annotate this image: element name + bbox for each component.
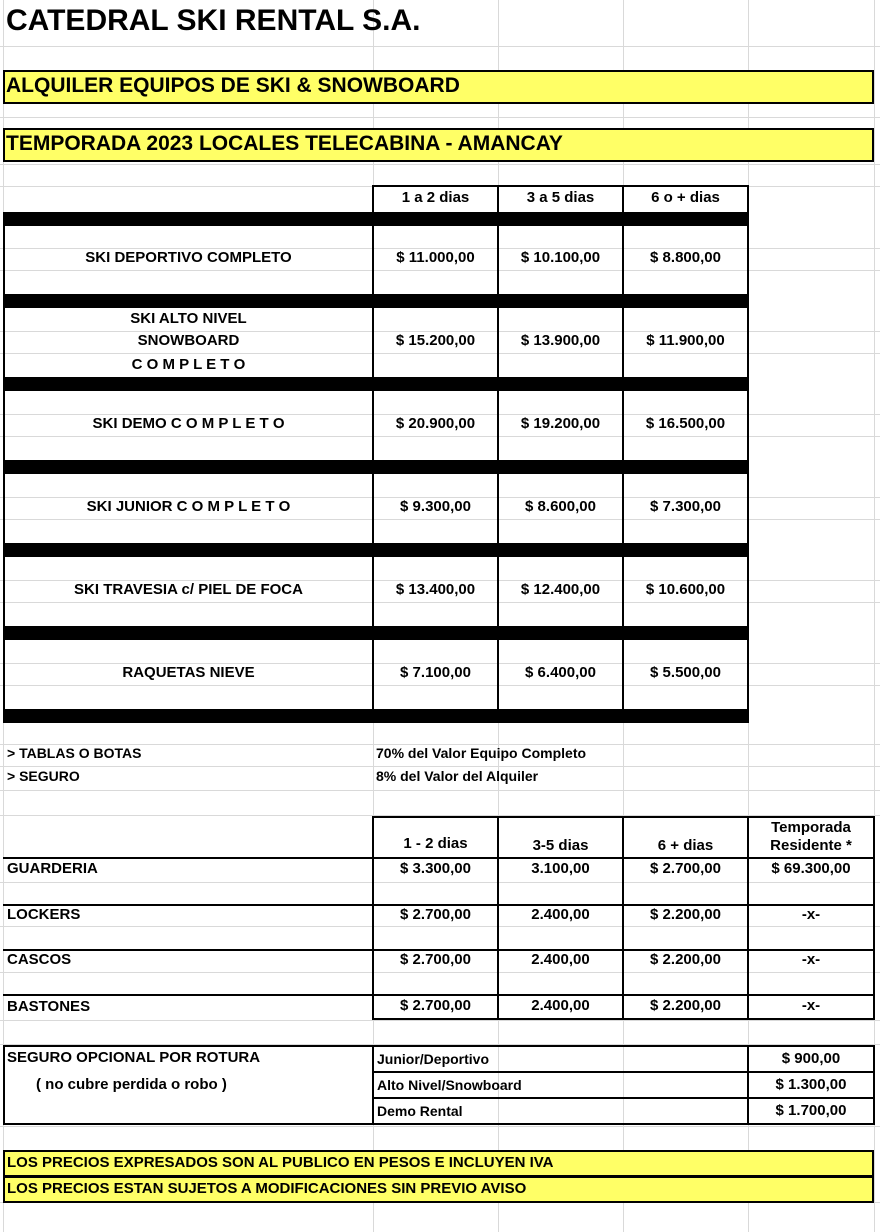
item-name-line-3: C O M P L E T O	[131, 356, 246, 373]
price: $ 2.200,00	[650, 906, 721, 923]
col-header-residente: Residente *	[770, 837, 852, 854]
insurance-price: $ 1.300,00	[775, 1076, 847, 1093]
col-header-6-plus-days: 6 o + dias	[651, 189, 720, 206]
price: 2.400,00	[531, 951, 590, 968]
service-name: CASCOS	[7, 951, 72, 968]
item-name: RAQUETAS NIEVE	[122, 664, 255, 681]
col-header-3-5-dias: 3-5 dias	[532, 837, 589, 854]
col-header-1-2-dias: 1 - 2 dias	[403, 835, 468, 852]
price: $ 6.400,00	[525, 664, 596, 681]
col-header-3-5-days: 3 a 5 dias	[526, 189, 595, 206]
note-label: > SEGURO	[7, 768, 80, 784]
service-name: GUARDERIA	[7, 860, 98, 877]
price: $ 13.400,00	[395, 581, 476, 598]
footer-note-modificaciones-text: LOS PRECIOS ESTAN SUJETOS A MODIFICACIONES SIN PREVIO AVISO	[7, 1180, 527, 1197]
price: $ 2.700,00	[400, 906, 471, 923]
price: $ 8.800,00	[650, 249, 721, 266]
company-title: CATEDRAL SKI RENTAL S.A.	[6, 4, 421, 37]
insurance-title: SEGURO OPCIONAL POR ROTURA	[7, 1049, 261, 1066]
note-label: > TABLAS O BOTAS	[7, 745, 142, 761]
price: $ 20.900,00	[395, 415, 476, 432]
price: $ 7.300,00	[650, 498, 721, 515]
price: $ 10.600,00	[645, 581, 726, 598]
price: -x-	[801, 997, 821, 1014]
price: $ 10.100,00	[520, 249, 601, 266]
note-value: 8% del Valor del Alquiler	[376, 768, 539, 784]
banner-rental-equipment-text: ALQUILER EQUIPOS DE SKI & SNOWBOARD	[6, 74, 460, 97]
price: $ 69.300,00	[771, 860, 851, 877]
price: $ 2.200,00	[650, 997, 721, 1014]
price: $ 12.400,00	[520, 581, 601, 598]
price: 3.100,00	[531, 860, 590, 877]
item-name: SKI JUNIOR C O M P L E T O	[86, 498, 291, 515]
service-name: BASTONES	[7, 998, 91, 1015]
note-value: 70% del Valor Equipo Completo	[376, 745, 587, 761]
item-name-line-2: SNOWBOARD	[137, 332, 240, 349]
banner-season-text: TEMPORADA 2023 LOCALES TELECABINA - AMANCAY	[6, 132, 563, 155]
price: 2.400,00	[531, 906, 590, 923]
price: -x-	[801, 906, 821, 923]
item-name: SKI DEPORTIVO COMPLETO	[85, 249, 292, 266]
price: $ 16.500,00	[645, 415, 726, 432]
price: $ 5.500,00	[650, 664, 721, 681]
item-name-line-1: SKI ALTO NIVEL	[130, 310, 247, 327]
insurance-label: Alto Nivel/Snowboard	[377, 1077, 522, 1093]
price: $ 2.700,00	[650, 860, 721, 877]
item-name: SKI TRAVESIA c/ PIEL DE FOCA	[74, 581, 303, 598]
insurance-price: $ 900,00	[781, 1050, 841, 1067]
footer-note-iva-text: LOS PRECIOS EXPRESADOS SON AL PUBLICO EN PESOS E INCLUYEN IVA	[7, 1154, 554, 1171]
price: $ 2.200,00	[650, 951, 721, 968]
price: $ 19.200,00	[520, 415, 601, 432]
price: $ 2.700,00	[400, 997, 471, 1014]
col-header-6-plus-dias: 6 + dias	[657, 837, 714, 854]
price: 2.400,00	[531, 997, 590, 1014]
price: $ 15.200,00	[395, 332, 476, 349]
price: $ 13.900,00	[520, 332, 601, 349]
price: $ 2.700,00	[400, 951, 471, 968]
service-name: LOCKERS	[7, 906, 81, 923]
price: $ 8.600,00	[525, 498, 596, 515]
insurance-label: Junior/Deportivo	[377, 1051, 490, 1067]
insurance-label: Demo Rental	[377, 1103, 463, 1119]
price: $ 9.300,00	[400, 498, 471, 515]
col-header-temporada: Temporada	[771, 819, 851, 836]
price: $ 11.900,00	[646, 332, 725, 349]
price: $ 3.300,00	[400, 860, 471, 877]
insurance-subtitle: ( no cubre perdida o robo )	[36, 1076, 227, 1093]
price: -x-	[801, 951, 821, 968]
insurance-price: $ 1.700,00	[775, 1102, 847, 1119]
price: $ 7.100,00	[400, 664, 471, 681]
col-header-1-2-days: 1 a 2 dias	[401, 189, 470, 206]
price: $ 11.000,00	[396, 249, 475, 266]
item-name: SKI DEMO C O M P L E T O	[92, 415, 285, 432]
